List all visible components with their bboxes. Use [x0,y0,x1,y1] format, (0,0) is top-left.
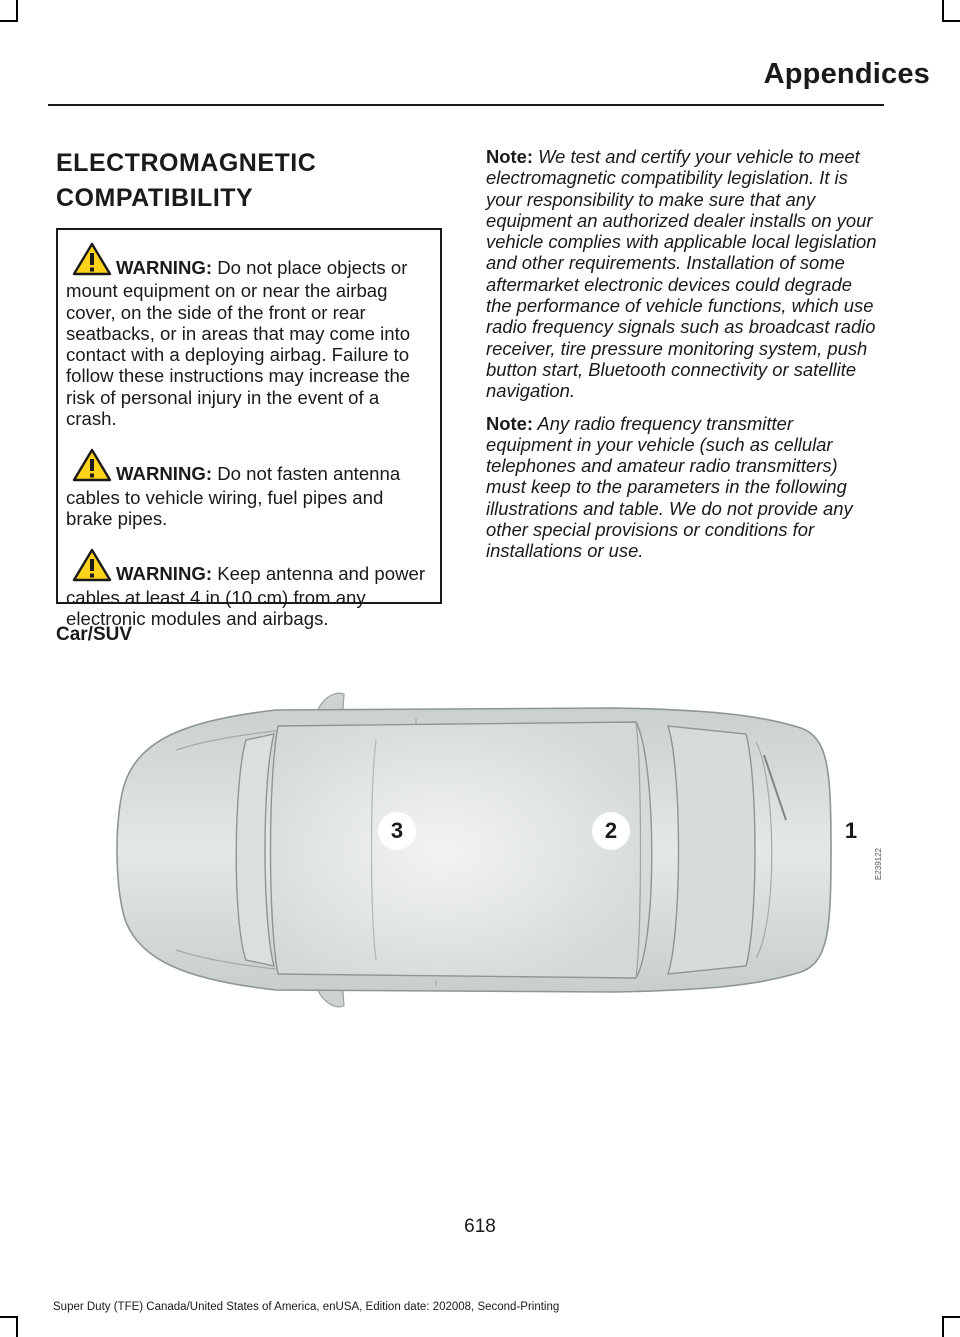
left-column [56,146,446,216]
warning-triangle-icon [72,242,112,280]
callout-2-label: 2 [604,818,618,843]
warning-1 [66,242,432,429]
note-2 [486,413,882,562]
crop-mark [942,0,944,22]
warning-label: WARNING: [116,257,213,278]
warning-text: Do not place objects or mount equipment on or near the airbag cover, on the side of the front or rear seatbacks, or in areas that may come into contact with a deploying airbag. Failure to follow these instructions may increase the risk of personal injury in the event of a crash. [66,257,411,430]
section-title [56,146,446,216]
callout-3-label: 3 [390,818,404,843]
warning-3 [66,548,432,629]
warning-text: Keep antenna and power cables at least 4 in (10 cm) from any electronic modules and airbags. [66,563,426,629]
car-top-view-illustration [56,660,886,1040]
page-number: 618 [464,1216,496,1237]
callout-1 [836,812,866,850]
crop-mark [942,20,960,22]
note-1 [486,146,882,402]
warning-box [56,228,442,629]
callout-1-label: 1 [844,818,858,843]
note-label: Note: [486,412,533,434]
note-text: We test and certify your vehicle to meet electromagnetic compatibility legislation. It is your responsibility to make sure that any equipment an authorized dealer installs on your vehicle complies with applicable local legislation and other requirements. Installation of some aftermarket electronic devices could degrade the performance of vehicle functions, which use radio frequency signals such as broadcast radio receiver, tire pressure monitoring system, push button start, Bluetooth connectivity or satellite navigation. [486,146,877,402]
warning-label: WARNING: [116,463,213,485]
section-title-line-1: ELECTROMAGNETIC [56,149,317,177]
warning-triangle-icon [72,448,112,486]
crop-mark [16,0,18,22]
right-column [486,146,882,573]
warning-triangle-icon [72,548,112,586]
crop-mark [942,1316,960,1318]
crop-mark [0,1316,18,1318]
warning-2 [66,448,432,529]
figure-image-code: E239122 [874,847,883,880]
crop-mark [16,1316,18,1337]
callout-3 [378,812,416,850]
header-rule [48,104,884,106]
page-footer: Super Duty (TFE) Canada/United States of America, enUSA, Edition date: 202008, Second-Printing [53,1301,560,1313]
car-top-view-figure [56,660,886,1040]
crop-mark [942,1316,944,1337]
warning-label: WARNING: [116,563,213,585]
figure-subheading: Car/SUV [56,624,133,645]
note-text: Any radio frequency transmitter equipment in your vehicle (such as cellular telephones and amateur radio transmitters) must keep to the parameters in the following illustrations and table. We do not provide any other special provisions or conditions for installations or use. [486,412,853,562]
crop-mark [0,20,18,22]
note-label: Note: [486,146,533,167]
section-title-line-2: COMPATIBILITY [56,184,254,212]
warning-text: Do not fasten antenna cables to vehicle wiring, fuel pipes and brake pipes. [66,463,401,529]
page-header-title: Appendices [763,58,930,90]
callout-2 [592,812,630,850]
